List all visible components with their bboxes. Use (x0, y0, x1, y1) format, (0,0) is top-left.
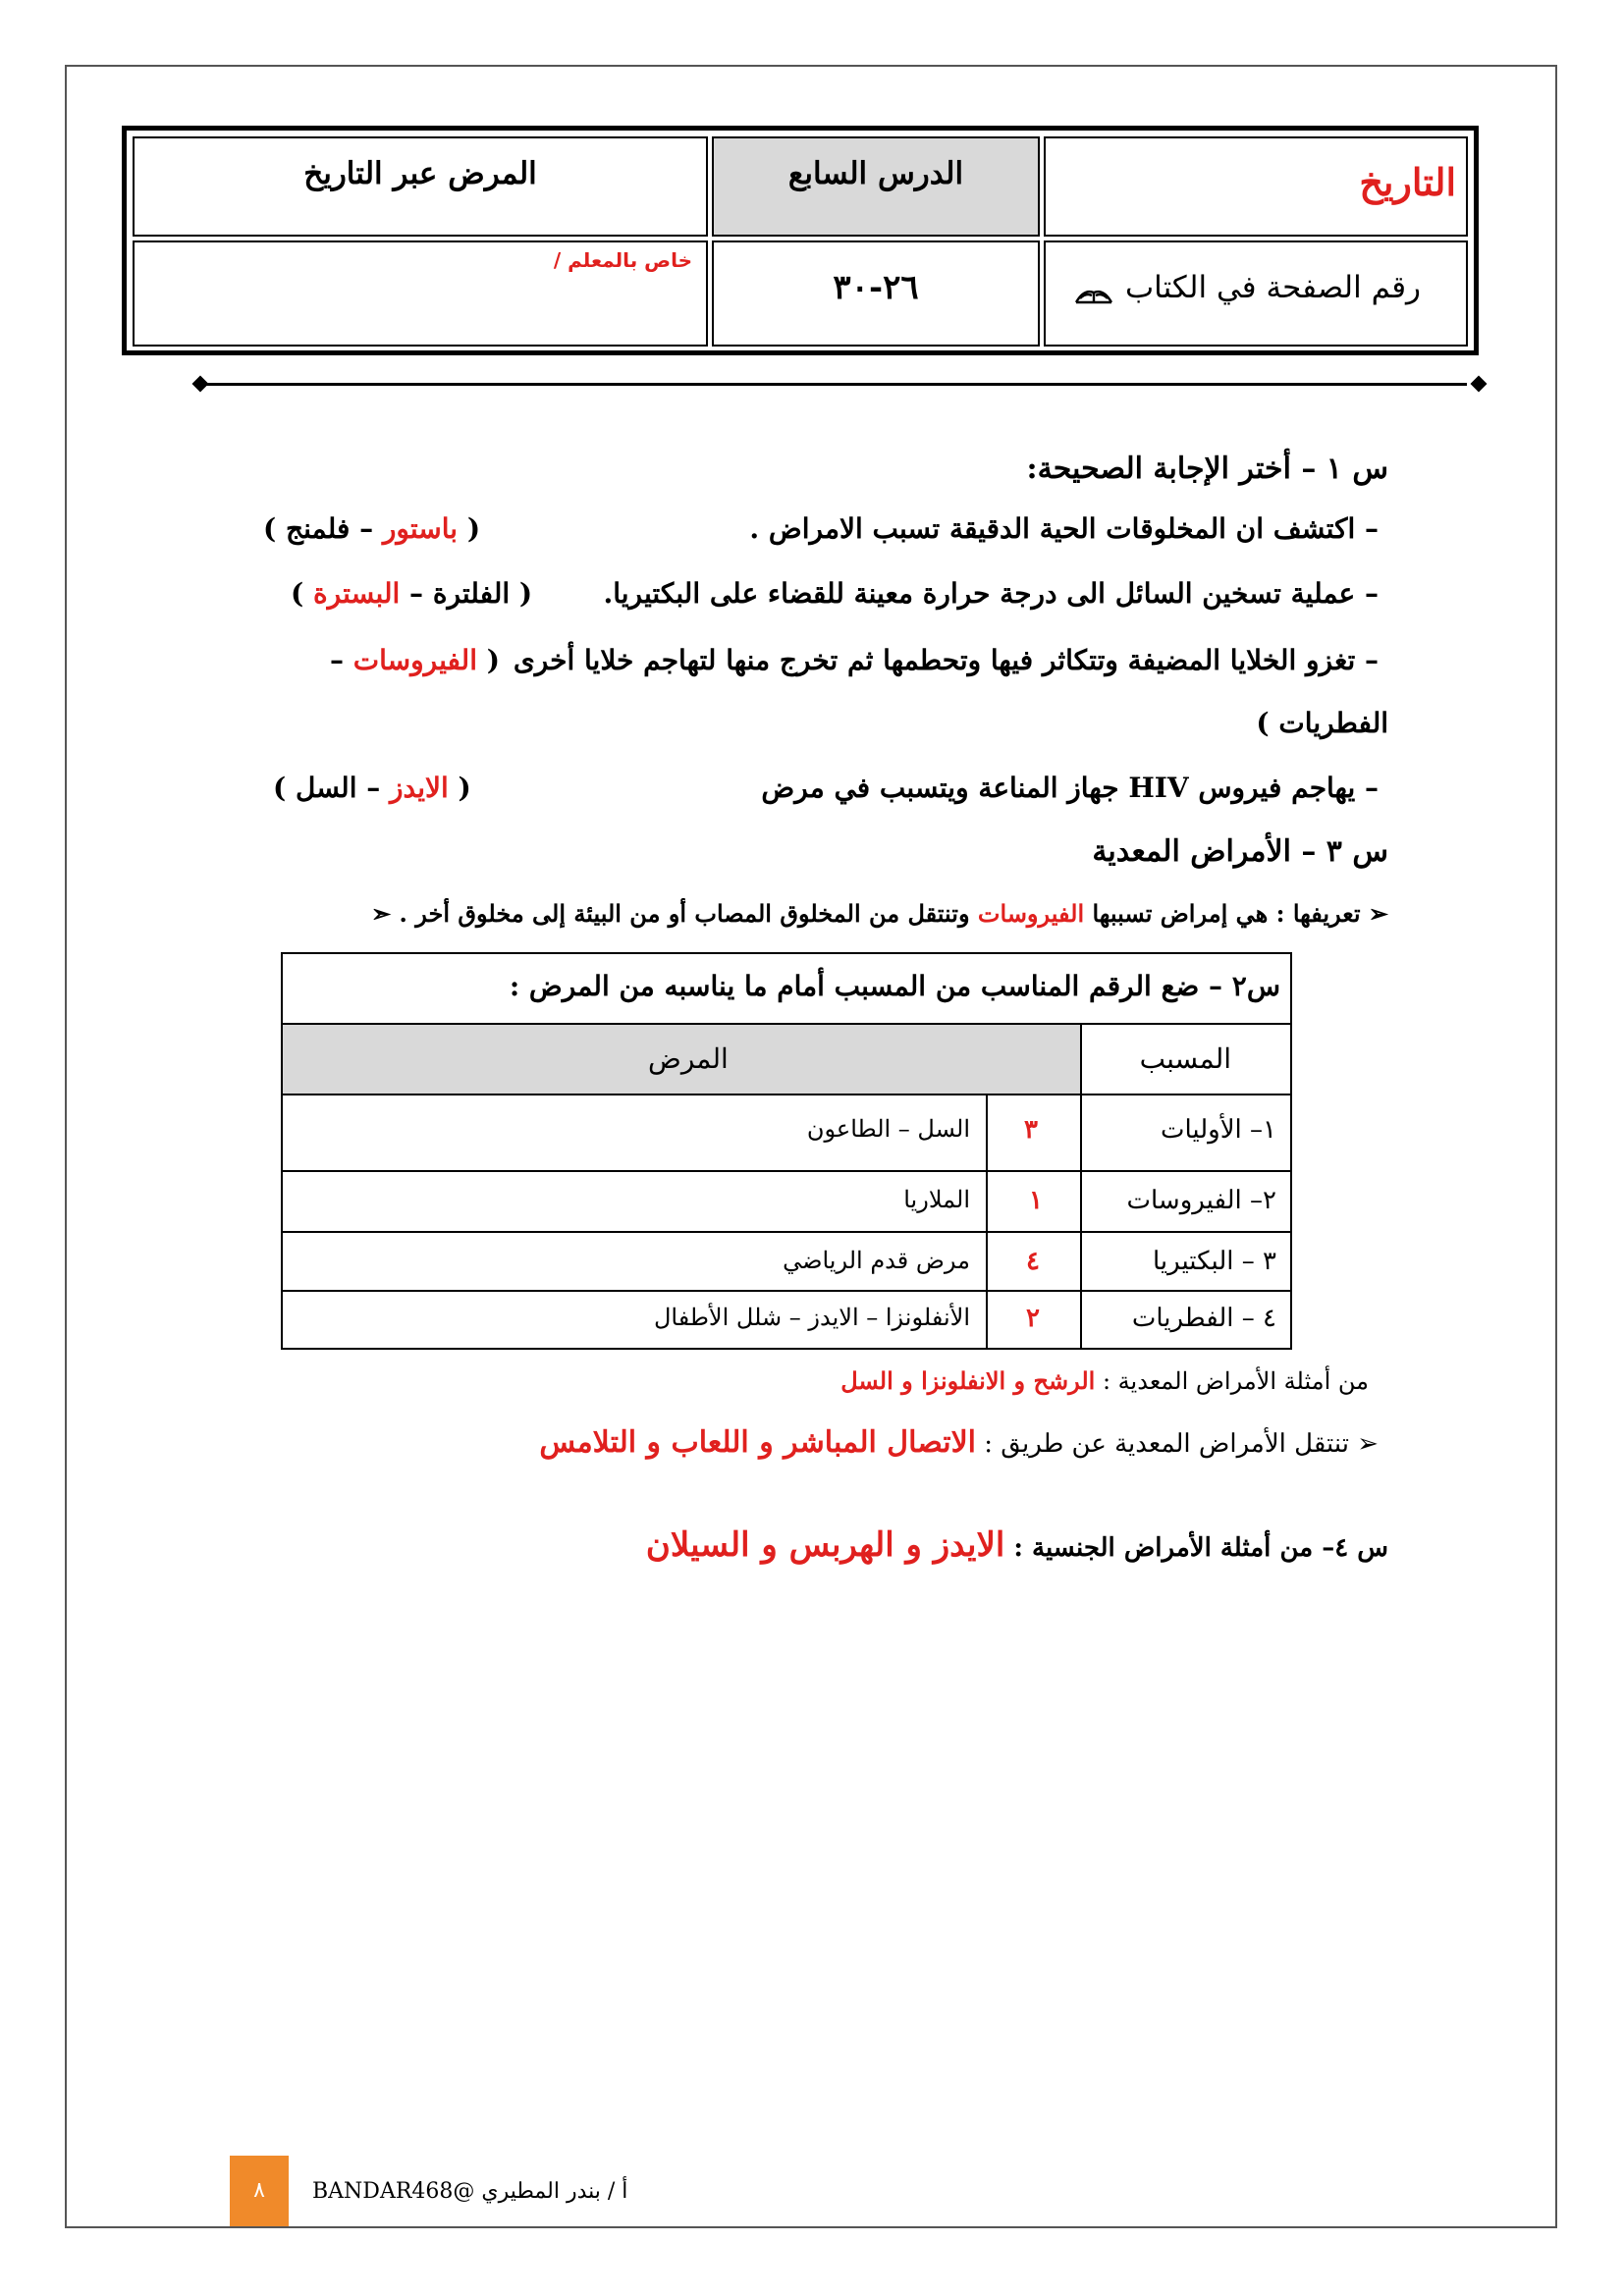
table-row (283, 1233, 1290, 1292)
table-row (283, 1095, 1290, 1172)
q4-answer: الايدز و الهربس و السيلان (645, 1525, 1005, 1565)
q2-title: س٢ – ضع الرقم المناسب من المسبب أمام ما يناسبه من المرض : (509, 970, 1280, 1002)
row-cause: ١– الأوليات (1160, 1115, 1276, 1145)
lesson-number: الدرس السابع (787, 156, 964, 191)
teacher-note: خاص بالمعلم / (553, 248, 692, 272)
lesson-number-cell (712, 136, 1040, 237)
q3-transmission-prefix: تنتقل الأمراض المعدية عن طريق : (984, 1429, 1349, 1459)
table-row (283, 1172, 1290, 1233)
q3-title: س ٣ – الأمراض المعدية (1092, 834, 1388, 869)
q1-item-2-text: – عملية تسخين السائل الى درجة حرارة معينة للقضاء على البكتيريا. (603, 577, 1379, 610)
q1-item-3-option-a: الفيروسات (352, 644, 477, 676)
page-range: ٢٦-٣٠ (833, 268, 919, 307)
q3-examples-prefix: من أمثلة الأمراض المعدية : (1102, 1367, 1369, 1395)
col-divider (1080, 1025, 1082, 1094)
col-divider (1080, 1233, 1082, 1290)
separator: – (400, 577, 433, 610)
col-divider (1080, 1172, 1082, 1231)
page-number: ٨ (253, 2178, 265, 2203)
col-divider (986, 1292, 988, 1348)
row-answer: ١ (1029, 1186, 1043, 1215)
row-cause: ٣ – البكتيريا (1152, 1247, 1276, 1276)
q1-item-1-option-a: باستور (382, 512, 459, 545)
page-label (1074, 270, 1421, 305)
q1-item-4-option-a: الايدز (390, 772, 449, 804)
page-range-cell (712, 240, 1040, 347)
col-divider (986, 1172, 988, 1231)
separator: – (350, 512, 383, 545)
row-disease: مرض قدم الرياضي (783, 1247, 970, 1274)
table-row (283, 1292, 1290, 1348)
matching-table (281, 952, 1292, 1350)
q3-definition-answer: الفيروسات (977, 899, 1085, 928)
q1-item-3-options-a (330, 644, 500, 676)
paren-open: ( (510, 577, 533, 610)
row-disease: الأنفلونزا – الايدز – شلل الأطفال (653, 1304, 970, 1331)
row-cause: ٢– الفيروسات (1126, 1186, 1276, 1215)
q1-item-3-option-b: الفطريات (1278, 707, 1388, 739)
q3-examples (840, 1366, 1369, 1395)
arrow-bullet-icon: ➣ (371, 899, 392, 928)
table-header-row (283, 1025, 1290, 1095)
q3-definition-prefix: تعريفها : هي إمراض تسببها (1092, 899, 1361, 928)
q1-item-4-option-b: السل (296, 772, 357, 804)
q1-item-3-text: – تغزو الخلايا المضيفة وتتكاثر فيها وتحطمها ثم تخرج منها لتهاجم خلايا أخرى (513, 644, 1379, 676)
paren-close: ) (1256, 707, 1279, 739)
q3-transmission (539, 1425, 1379, 1460)
col-divider (1080, 1292, 1082, 1348)
book-icon (1074, 279, 1113, 300)
table-title-row (283, 954, 1290, 1025)
separator: – (330, 644, 353, 676)
q4 (646, 1525, 1388, 1565)
col-disease-header: المرض (648, 1042, 729, 1075)
q1-item-1-text: – اكتشف ان المخلوقات الحية الدقيقة تسبب الامراض . (749, 512, 1379, 545)
paren-close: ) (263, 512, 286, 545)
page-number-badge (230, 2156, 289, 2226)
q1-item-2-option-a: الفلترة (432, 577, 511, 610)
separator: – (356, 772, 390, 804)
lesson-title: المرض عبر التاريخ (303, 156, 537, 191)
arrow-bullet-icon: ➢ (1348, 1429, 1379, 1459)
row-disease: الملاريا (903, 1186, 970, 1213)
q3-definition (371, 899, 1388, 928)
q3-examples-answer: الرشح و الانفلونزا و السل (840, 1366, 1096, 1395)
col-divider (1080, 1095, 1082, 1170)
paren-close: ) (291, 577, 313, 610)
divider-rule (200, 383, 1467, 386)
paren-open: ( (448, 772, 471, 804)
col-divider (986, 1095, 988, 1170)
paren-close: ) (273, 772, 296, 804)
q1-item-1-options (263, 512, 480, 545)
teacher-note-cell (133, 240, 708, 347)
row-disease: السل – الطاعون (806, 1115, 970, 1143)
q3-transmission-answer: الاتصال المباشر و اللعاب و التلامس (539, 1425, 977, 1460)
col-divider (986, 1233, 988, 1290)
q1-item-3-options-b (1256, 707, 1388, 739)
paren-open: ( (458, 512, 481, 545)
row-answer: ٢ (1026, 1304, 1040, 1333)
page-label-text: رقم الصفحة في الكتاب (1124, 270, 1421, 305)
row-answer: ٤ (1026, 1247, 1040, 1276)
col-cause-header: المسبب (1139, 1042, 1231, 1075)
row-answer: ٣ (1024, 1115, 1038, 1145)
page-label-cell (1044, 240, 1468, 347)
arrow-bullet-icon: ➢ (1360, 899, 1388, 928)
subject-cell (1044, 136, 1468, 237)
q4-prefix: س ٤– من أمثلة الأمراض الجنسية : (1013, 1533, 1388, 1563)
q1-item-2-options (291, 577, 532, 610)
q1-title: س ١ – أختر الإجابة الصحيحة: (1026, 452, 1388, 486)
q1-item-2-option-b: البسترة (313, 577, 401, 610)
lesson-title-cell (133, 136, 708, 237)
q1-item-1-option-b: فلمنج (286, 512, 351, 545)
paren-open: ( (477, 644, 500, 676)
q3-definition-suffix: وتنتقل من المخلوق المصاب أو من البيئة إلى مخلوق أخر . (399, 899, 970, 928)
q1-item-4-options (273, 772, 471, 804)
q1-item-4-text: – يهاجم فيروس HIV جهاز المناعة ويتسبب في مرض (761, 772, 1379, 804)
lesson-header-table (122, 126, 1479, 355)
row-cause: ٤ – الفطريات (1131, 1304, 1276, 1333)
footer-author: أ / بندر المطيري @BANDAR468 (312, 2179, 628, 2204)
subject-label: التاريخ (1359, 160, 1456, 204)
